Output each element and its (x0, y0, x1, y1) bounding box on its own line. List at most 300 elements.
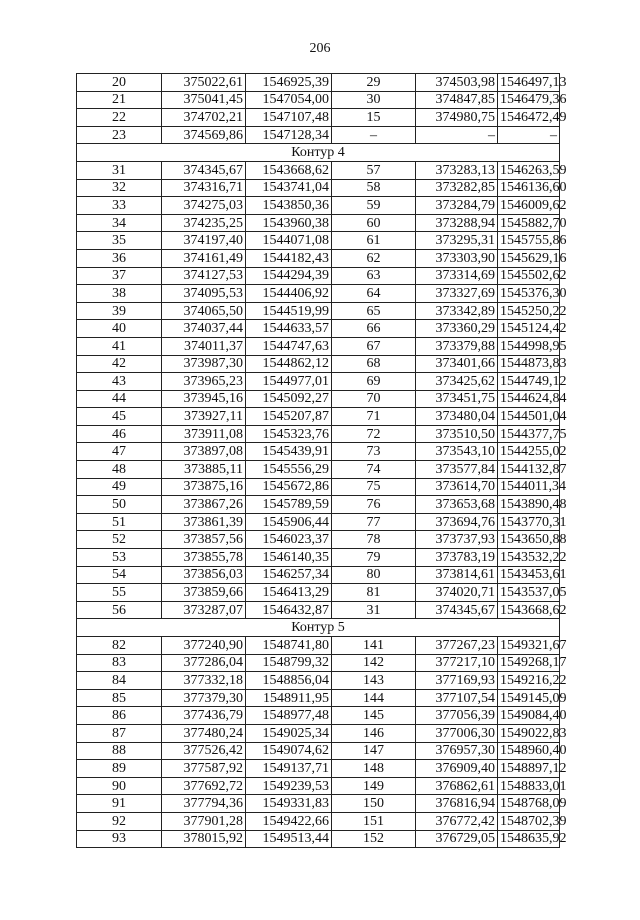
x-coordinate-right: 373653,68 (416, 496, 498, 514)
y-coordinate-left: 1549239,53 (246, 777, 332, 795)
y-coordinate-right: 1548833,01 (498, 777, 560, 795)
x-coordinate-left: 377587,92 (162, 760, 246, 778)
x-coordinate-left: 373875,16 (162, 478, 246, 496)
section-header-row (77, 144, 560, 162)
point-number-left: 50 (77, 496, 162, 514)
y-coordinate-left: 1544182,43 (246, 249, 332, 267)
page-number: 206 (309, 41, 331, 56)
x-coordinate-right: 373577,84 (416, 461, 498, 479)
x-coordinate-left: 374065,50 (162, 302, 246, 320)
y-coordinate-right: 1546136,60 (498, 179, 560, 197)
x-coordinate-left: 375041,45 (162, 91, 246, 109)
table-row (77, 795, 560, 813)
y-coordinate-left: 1547128,34 (246, 126, 332, 144)
x-coordinate-right: 373401,66 (416, 355, 498, 373)
x-coordinate-left: 377480,24 (162, 724, 246, 742)
y-coordinate-right: 1546263,59 (498, 161, 560, 179)
y-coordinate-right: 1544749,12 (498, 373, 560, 391)
y-coordinate-right: 1543532,22 (498, 549, 560, 567)
y-coordinate-left: 1547107,48 (246, 109, 332, 127)
point-number-left: 22 (77, 109, 162, 127)
point-number-right: – (332, 126, 416, 144)
x-coordinate-right: 373451,75 (416, 390, 498, 408)
y-coordinate-right: 1546479,36 (498, 91, 560, 109)
x-coordinate-right: 374847,85 (416, 91, 498, 109)
point-number-left: 47 (77, 443, 162, 461)
point-number-right: 147 (332, 742, 416, 760)
x-coordinate-right: 373295,31 (416, 232, 498, 250)
y-coordinate-left: 1547054,00 (246, 91, 332, 109)
x-coordinate-right: 373314,69 (416, 267, 498, 285)
point-number-left: 43 (77, 373, 162, 391)
y-coordinate-left: 1549074,62 (246, 742, 332, 760)
point-number-right: 61 (332, 232, 416, 250)
table-row (77, 91, 560, 109)
y-coordinate-left: 1545789,59 (246, 496, 332, 514)
y-coordinate-left: 1549422,66 (246, 812, 332, 830)
y-coordinate-right: 1543770,31 (498, 513, 560, 531)
x-coordinate-left: 373911,08 (162, 425, 246, 443)
point-number-right: 69 (332, 373, 416, 391)
y-coordinate-left: 1545092,27 (246, 390, 332, 408)
point-number-right: 70 (332, 390, 416, 408)
x-coordinate-left: 373927,11 (162, 408, 246, 426)
x-coordinate-right: 374345,67 (416, 601, 498, 619)
x-coordinate-left: 374345,67 (162, 161, 246, 179)
table-row (77, 355, 560, 373)
x-coordinate-left: 374095,53 (162, 285, 246, 303)
point-number-right: 152 (332, 830, 416, 848)
y-coordinate-left: 1545556,29 (246, 461, 332, 479)
point-number-left: 88 (77, 742, 162, 760)
table-row (77, 742, 560, 760)
point-number-right: 80 (332, 566, 416, 584)
point-number-right: 62 (332, 249, 416, 267)
table-row (77, 724, 560, 742)
y-coordinate-left: 1549025,34 (246, 724, 332, 742)
x-coordinate-right: 373288,94 (416, 214, 498, 232)
point-number-right: 74 (332, 461, 416, 479)
y-coordinate-left: 1544633,57 (246, 320, 332, 338)
point-number-right: 30 (332, 91, 416, 109)
point-number-left: 49 (77, 478, 162, 496)
y-coordinate-right: 1545124,42 (498, 320, 560, 338)
point-number-right: 76 (332, 496, 416, 514)
y-coordinate-left: 1546140,35 (246, 549, 332, 567)
point-number-left: 45 (77, 408, 162, 426)
point-number-right: 77 (332, 513, 416, 531)
y-coordinate-left: 1543850,36 (246, 197, 332, 215)
table-row (77, 161, 560, 179)
y-coordinate-right: 1543890,48 (498, 496, 560, 514)
y-coordinate-right: 1548897,12 (498, 760, 560, 778)
point-number-right: 59 (332, 197, 416, 215)
x-coordinate-left: 373861,39 (162, 513, 246, 531)
x-coordinate-left: 374316,71 (162, 179, 246, 197)
x-coordinate-left: 374702,21 (162, 109, 246, 127)
table-row (77, 777, 560, 795)
point-number-left: 53 (77, 549, 162, 567)
point-number-left: 54 (77, 566, 162, 584)
x-coordinate-left: 374197,40 (162, 232, 246, 250)
section-header-row (77, 619, 560, 637)
x-coordinate-right: 373614,70 (416, 478, 498, 496)
y-coordinate-right: 1549216,22 (498, 672, 560, 690)
x-coordinate-left: 377794,36 (162, 795, 246, 813)
point-number-left: 86 (77, 707, 162, 725)
x-coordinate-left: 374127,53 (162, 267, 246, 285)
y-coordinate-left: 1545439,91 (246, 443, 332, 461)
x-coordinate-right: 374980,75 (416, 109, 498, 127)
y-coordinate-right: 1549022,83 (498, 724, 560, 742)
y-coordinate-right: 1543668,62 (498, 601, 560, 619)
point-number-right: 65 (332, 302, 416, 320)
x-coordinate-left: 374011,37 (162, 337, 246, 355)
point-number-left: 83 (77, 654, 162, 672)
y-coordinate-right: 1543453,61 (498, 566, 560, 584)
point-number-left: 89 (77, 760, 162, 778)
y-coordinate-right: 1544998,95 (498, 337, 560, 355)
y-coordinate-right: 1544624,84 (498, 390, 560, 408)
x-coordinate-right: 377169,93 (416, 672, 498, 690)
y-coordinate-right: 1544501,04 (498, 408, 560, 426)
point-number-left: 91 (77, 795, 162, 813)
x-coordinate-left: 377286,04 (162, 654, 246, 672)
y-coordinate-right: – (498, 126, 560, 144)
table-row (77, 443, 560, 461)
y-coordinate-left: 1544747,63 (246, 337, 332, 355)
x-coordinate-left: 373987,30 (162, 355, 246, 373)
x-coordinate-right: 373342,89 (416, 302, 498, 320)
point-number-left: 32 (77, 179, 162, 197)
point-number-right: 142 (332, 654, 416, 672)
y-coordinate-right: 1548702,39 (498, 812, 560, 830)
x-coordinate-left: 374275,03 (162, 197, 246, 215)
point-number-left: 37 (77, 267, 162, 285)
x-coordinate-right: 376862,61 (416, 777, 498, 795)
table-row (77, 672, 560, 690)
table-row (77, 126, 560, 144)
table-row (77, 531, 560, 549)
point-number-left: 52 (77, 531, 162, 549)
point-number-right: 143 (332, 672, 416, 690)
point-number-right: 64 (332, 285, 416, 303)
y-coordinate-right: 1549084,40 (498, 707, 560, 725)
y-coordinate-left: 1544406,92 (246, 285, 332, 303)
point-number-right: 144 (332, 689, 416, 707)
y-coordinate-right: 1548768,09 (498, 795, 560, 813)
x-coordinate-left: 374235,25 (162, 214, 246, 232)
table-row (77, 109, 560, 127)
table-row (77, 267, 560, 285)
point-number-right: 148 (332, 760, 416, 778)
y-coordinate-right: 1546497,13 (498, 74, 560, 92)
table-row (77, 654, 560, 672)
point-number-left: 23 (77, 126, 162, 144)
point-number-right: 79 (332, 549, 416, 567)
x-coordinate-right: 377107,54 (416, 689, 498, 707)
y-coordinate-left: 1544071,08 (246, 232, 332, 250)
x-coordinate-right: 373303,90 (416, 249, 498, 267)
point-number-left: 85 (77, 689, 162, 707)
coordinates-table-body (77, 74, 567, 848)
point-number-left: 31 (77, 161, 162, 179)
table-row (77, 707, 560, 725)
y-coordinate-left: 1545672,86 (246, 478, 332, 496)
x-coordinate-right: 373694,76 (416, 513, 498, 531)
point-number-left: 40 (77, 320, 162, 338)
y-coordinate-left: 1544294,39 (246, 267, 332, 285)
point-number-left: 42 (77, 355, 162, 373)
y-coordinate-right: 1544011,34 (498, 478, 560, 496)
x-coordinate-right: 376957,30 (416, 742, 498, 760)
x-coordinate-right: 373783,19 (416, 549, 498, 567)
x-coordinate-left: 373897,08 (162, 443, 246, 461)
y-coordinate-left: 1545323,76 (246, 425, 332, 443)
y-coordinate-left: 1548799,32 (246, 654, 332, 672)
x-coordinate-left: 373855,78 (162, 549, 246, 567)
point-number-left: 21 (77, 91, 162, 109)
x-coordinate-right: 376816,94 (416, 795, 498, 813)
y-coordinate-left: 1545906,44 (246, 513, 332, 531)
y-coordinate-left: 1544862,12 (246, 355, 332, 373)
y-coordinate-left: 1543741,04 (246, 179, 332, 197)
y-coordinate-left: 1549137,71 (246, 760, 332, 778)
table-row (77, 390, 560, 408)
y-coordinate-right: 1545629,16 (498, 249, 560, 267)
x-coordinate-right: 377267,23 (416, 637, 498, 655)
point-number-left: 56 (77, 601, 162, 619)
y-coordinate-left: 1549513,44 (246, 830, 332, 848)
table-row (77, 601, 560, 619)
y-coordinate-right: 1546009,62 (498, 197, 560, 215)
point-number-right: 75 (332, 478, 416, 496)
x-coordinate-right: 373283,13 (416, 161, 498, 179)
point-number-left: 20 (77, 74, 162, 92)
y-coordinate-right: 1548635,92 (498, 830, 560, 848)
point-number-right: 73 (332, 443, 416, 461)
x-coordinate-left: 373287,07 (162, 601, 246, 619)
x-coordinate-right: 373425,62 (416, 373, 498, 391)
point-number-right: 31 (332, 601, 416, 619)
x-coordinate-left: 377526,42 (162, 742, 246, 760)
y-coordinate-right: 1543650,88 (498, 531, 560, 549)
point-number-left: 36 (77, 249, 162, 267)
table-row (77, 373, 560, 391)
table-row (77, 232, 560, 250)
point-number-right: 146 (332, 724, 416, 742)
point-number-left: 35 (77, 232, 162, 250)
point-number-right: 149 (332, 777, 416, 795)
table-row (77, 637, 560, 655)
y-coordinate-right: 1549145,09 (498, 689, 560, 707)
point-number-left: 93 (77, 830, 162, 848)
y-coordinate-left: 1548741,80 (246, 637, 332, 655)
point-number-left: 82 (77, 637, 162, 655)
x-coordinate-right: 376729,05 (416, 830, 498, 848)
point-number-right: 71 (332, 408, 416, 426)
point-number-right: 150 (332, 795, 416, 813)
y-coordinate-left: 1546257,34 (246, 566, 332, 584)
point-number-right: 81 (332, 584, 416, 602)
y-coordinate-right: 1546472,49 (498, 109, 560, 127)
point-number-left: 84 (77, 672, 162, 690)
y-coordinate-right: 1543537,05 (498, 584, 560, 602)
x-coordinate-right: 377056,39 (416, 707, 498, 725)
table-row (77, 549, 560, 567)
point-number-left: 39 (77, 302, 162, 320)
table-row (77, 689, 560, 707)
x-coordinate-right: 373327,69 (416, 285, 498, 303)
y-coordinate-right: 1545376,30 (498, 285, 560, 303)
point-number-right: 78 (332, 531, 416, 549)
y-coordinate-left: 1543668,62 (246, 161, 332, 179)
table-row (77, 812, 560, 830)
table-row (77, 302, 560, 320)
x-coordinate-right: 374503,98 (416, 74, 498, 92)
y-coordinate-right: 1544377,75 (498, 425, 560, 443)
table-row (77, 566, 560, 584)
x-coordinate-left: 377332,18 (162, 672, 246, 690)
point-number-left: 46 (77, 425, 162, 443)
table-row (77, 425, 560, 443)
x-coordinate-left: 373885,11 (162, 461, 246, 479)
section-title: Контур 4 (77, 144, 560, 162)
y-coordinate-left: 1544519,99 (246, 302, 332, 320)
table-row (77, 584, 560, 602)
point-number-left: 38 (77, 285, 162, 303)
section-title: Контур 5 (77, 619, 560, 637)
x-coordinate-left: 378015,92 (162, 830, 246, 848)
y-coordinate-right: 1544873,83 (498, 355, 560, 373)
point-number-right: 60 (332, 214, 416, 232)
point-number-right: 141 (332, 637, 416, 655)
table-row (77, 74, 560, 92)
point-number-left: 44 (77, 390, 162, 408)
x-coordinate-right: 373510,50 (416, 425, 498, 443)
x-coordinate-right: 373543,10 (416, 443, 498, 461)
y-coordinate-left: 1546413,29 (246, 584, 332, 602)
point-number-left: 34 (77, 214, 162, 232)
y-coordinate-right: 1545250,22 (498, 302, 560, 320)
table-row (77, 285, 560, 303)
x-coordinate-left: 377379,30 (162, 689, 246, 707)
x-coordinate-right: 373360,29 (416, 320, 498, 338)
y-coordinate-left: 1543960,38 (246, 214, 332, 232)
point-number-right: 58 (332, 179, 416, 197)
point-number-left: 41 (77, 337, 162, 355)
table-row (77, 214, 560, 232)
point-number-right: 68 (332, 355, 416, 373)
point-number-right: 66 (332, 320, 416, 338)
y-coordinate-right: 1545502,62 (498, 267, 560, 285)
y-coordinate-left: 1546925,39 (246, 74, 332, 92)
x-coordinate-right: 373379,88 (416, 337, 498, 355)
table-row (77, 830, 560, 848)
x-coordinate-left: 374037,44 (162, 320, 246, 338)
x-coordinate-left: 373856,03 (162, 566, 246, 584)
point-number-right: 145 (332, 707, 416, 725)
x-coordinate-left: 374161,49 (162, 249, 246, 267)
x-coordinate-right: 373480,04 (416, 408, 498, 426)
x-coordinate-left: 373945,16 (162, 390, 246, 408)
coordinates-table (76, 73, 567, 848)
table-row (77, 337, 560, 355)
point-number-right: 67 (332, 337, 416, 355)
point-number-right: 72 (332, 425, 416, 443)
point-number-right: 29 (332, 74, 416, 92)
point-number-right: 57 (332, 161, 416, 179)
y-coordinate-right: 1549321,67 (498, 637, 560, 655)
y-coordinate-left: 1546432,87 (246, 601, 332, 619)
x-coordinate-left: 377901,28 (162, 812, 246, 830)
x-coordinate-right: 374020,71 (416, 584, 498, 602)
table-row (77, 179, 560, 197)
x-coordinate-right: 376909,40 (416, 760, 498, 778)
y-coordinate-left: 1545207,87 (246, 408, 332, 426)
y-coordinate-right: 1545882,70 (498, 214, 560, 232)
x-coordinate-right: 373814,61 (416, 566, 498, 584)
y-coordinate-left: 1546023,37 (246, 531, 332, 549)
x-coordinate-left: 373867,26 (162, 496, 246, 514)
point-number-left: 51 (77, 513, 162, 531)
y-coordinate-left: 1544977,01 (246, 373, 332, 391)
point-number-left: 90 (77, 777, 162, 795)
table-row (77, 478, 560, 496)
table-row (77, 496, 560, 514)
x-coordinate-left: 377240,90 (162, 637, 246, 655)
table-row (77, 513, 560, 531)
point-number-left: 55 (77, 584, 162, 602)
x-coordinate-right: 373737,93 (416, 531, 498, 549)
y-coordinate-left: 1548911,95 (246, 689, 332, 707)
x-coordinate-right: 373284,79 (416, 197, 498, 215)
x-coordinate-left: 373965,23 (162, 373, 246, 391)
y-coordinate-right: 1549268,17 (498, 654, 560, 672)
x-coordinate-right: – (416, 126, 498, 144)
x-coordinate-left: 377436,79 (162, 707, 246, 725)
point-number-right: 151 (332, 812, 416, 830)
x-coordinate-left: 375022,61 (162, 74, 246, 92)
x-coordinate-left: 377692,72 (162, 777, 246, 795)
table-row (77, 320, 560, 338)
y-coordinate-left: 1548977,48 (246, 707, 332, 725)
point-number-left: 87 (77, 724, 162, 742)
table-row (77, 197, 560, 215)
x-coordinate-left: 373857,56 (162, 531, 246, 549)
table-row (77, 461, 560, 479)
point-number-right: 63 (332, 267, 416, 285)
x-coordinate-right: 373282,85 (416, 179, 498, 197)
point-number-left: 33 (77, 197, 162, 215)
y-coordinate-right: 1544255,02 (498, 443, 560, 461)
x-coordinate-right: 376772,42 (416, 812, 498, 830)
x-coordinate-right: 377006,30 (416, 724, 498, 742)
point-number-left: 92 (77, 812, 162, 830)
y-coordinate-left: 1548856,04 (246, 672, 332, 690)
table-row (77, 408, 560, 426)
point-number-left: 48 (77, 461, 162, 479)
table-row (77, 760, 560, 778)
y-coordinate-right: 1548960,40 (498, 742, 560, 760)
y-coordinate-right: 1544132,87 (498, 461, 560, 479)
point-number-right: 15 (332, 109, 416, 127)
x-coordinate-left: 374569,86 (162, 126, 246, 144)
y-coordinate-left: 1549331,83 (246, 795, 332, 813)
x-coordinate-right: 377217,10 (416, 654, 498, 672)
table-row (77, 249, 560, 267)
y-coordinate-right: 1545755,86 (498, 232, 560, 250)
